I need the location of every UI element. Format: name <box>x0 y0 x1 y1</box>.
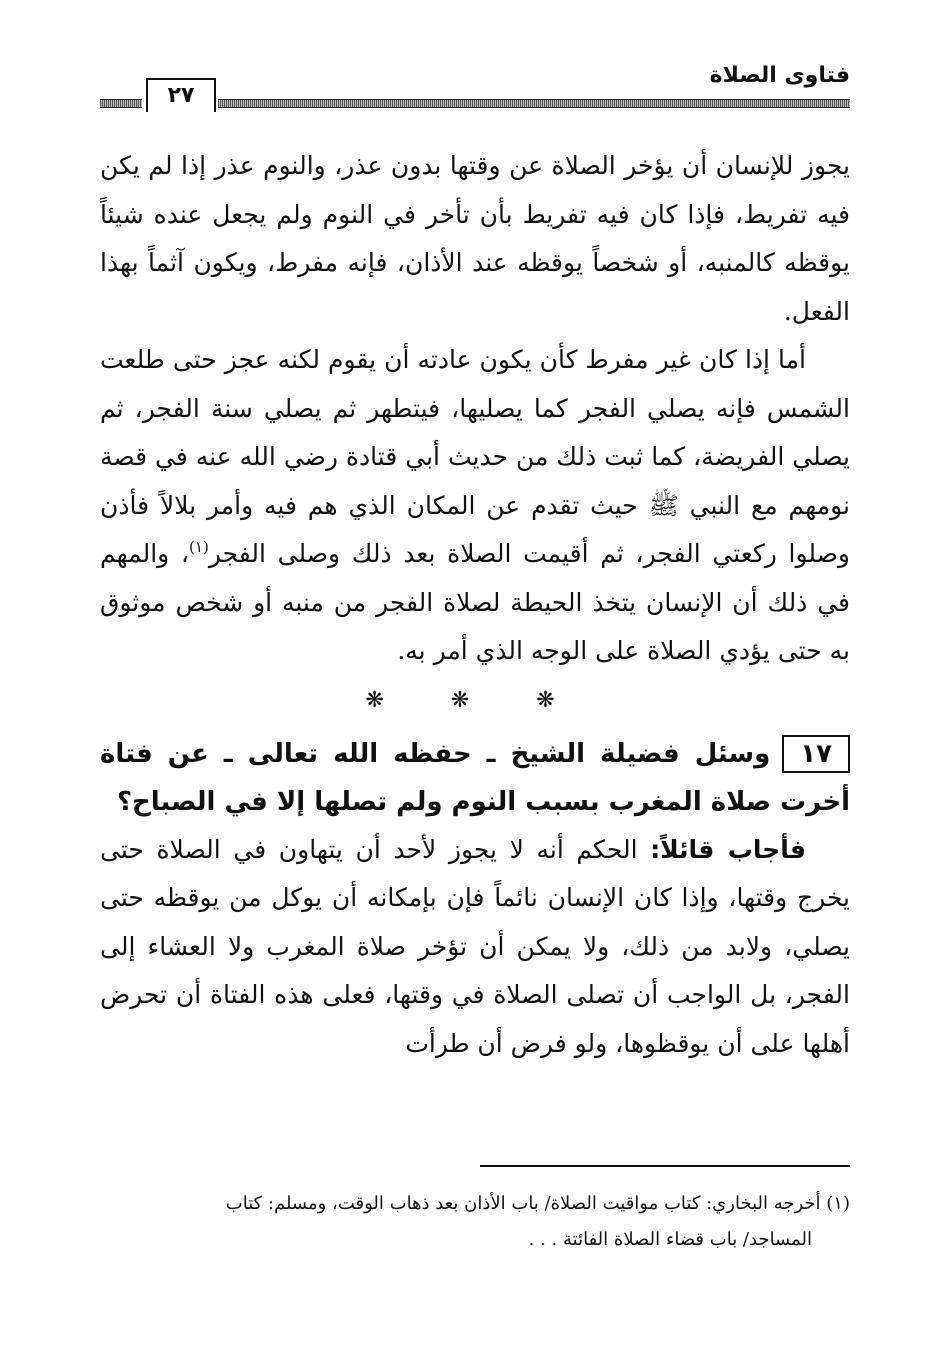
page-number: ٢٧ <box>146 78 216 112</box>
page-header <box>100 62 850 118</box>
paragraph-2-part-1: أما إذا كان غير مفرط كأن يكون عادته أن يقوم لكنه عجز حتى طلعت الشمس فإنه يصلي الفجر كما يصليها، فيتطهر ثم يصلي سنة الفجر، ثم يصلي الفريضة، كما ثبت ذلك من حديث أبي قتادة رضي الله عنه في قصة نومهم مع النبي ﷺ حيث تقدم عن المكان الذي هم فيه وأمر بلالاً فأذن وصلوا ركعتي الفجر، ثم أقيمت الصلاة بعد ذلك وصلى الفجر <box>100 345 850 568</box>
footnote-line-1: (١) أخرجه البخاري: كتاب مواقيت الصلاة/ باب الأذان بعد ذهاب الوقت، ومسلم: كتاب <box>225 1193 850 1214</box>
answer-text: الحكم أنه لا يجوز لأحد أن يتهاون في الصلاة حتى يخرج وقتها، وإذا كان الإنسان نائماً فإن بإمكانه أن يوكل من يوقظه حتى يصلي، ولابد من ذلك، ولا يمكن أن تؤخر صلاة المغرب ولا العشاء إلى الفجر، بل الواجب أن تصلى الصلاة في وقتها، فعلى هذه الفتاة أن تحرض أهلها على أن يوقظوها، ولو فرض أن طرأت <box>100 834 850 1058</box>
section-separator: ❋ ❋ ❋ <box>365 687 585 713</box>
paragraph-2 <box>100 336 850 676</box>
answer-lead: فأجاب قائلاً: <box>650 834 806 864</box>
question-number: ١٧ <box>782 735 850 773</box>
page-body <box>100 142 850 1068</box>
header-rule-left <box>100 99 142 108</box>
answer-paragraph <box>100 826 850 1069</box>
question-heading <box>100 730 850 826</box>
footnote-line-2: المساجد/ باب قضاء الصلاة الفائتة . . . <box>528 1229 812 1250</box>
header-rule-right <box>218 99 850 108</box>
paragraph-2-part-2: ، والمهم في ذلك أن الإنسان يتخذ الحيطة لصلاة الفجر من منبه أو شخص موثوق به حتى يؤدي الصلاة على الوجه الذي أمر به. <box>100 539 850 665</box>
footnote-rule <box>480 1165 850 1167</box>
question-text: وسئل فضيلة الشيخ ـ حفظه الله تعالى ـ عن فتاة أخرت صلاة المغرب بسبب النوم ولم تصلها إلا في الصباح؟ <box>100 738 850 817</box>
footnote-reference: (١) <box>189 538 209 556</box>
footnote <box>100 1186 850 1258</box>
running-title: فتاوى الصلاة <box>709 63 850 88</box>
paragraph-1: يجوز للإنسان أن يؤخر الصلاة عن وقتها بدون عذر، والنوم عذر إذا لم يكن فيه تفريط، فإذا كان فيه تفريط بأن تأخر في النوم ولم يجعل عنده شيئاً يوقظه كالمنبه، أو شخصاً يوقظه عند الأذان، فإنه مفرط، ويكون آثماً بهذا الفعل. <box>100 151 850 326</box>
